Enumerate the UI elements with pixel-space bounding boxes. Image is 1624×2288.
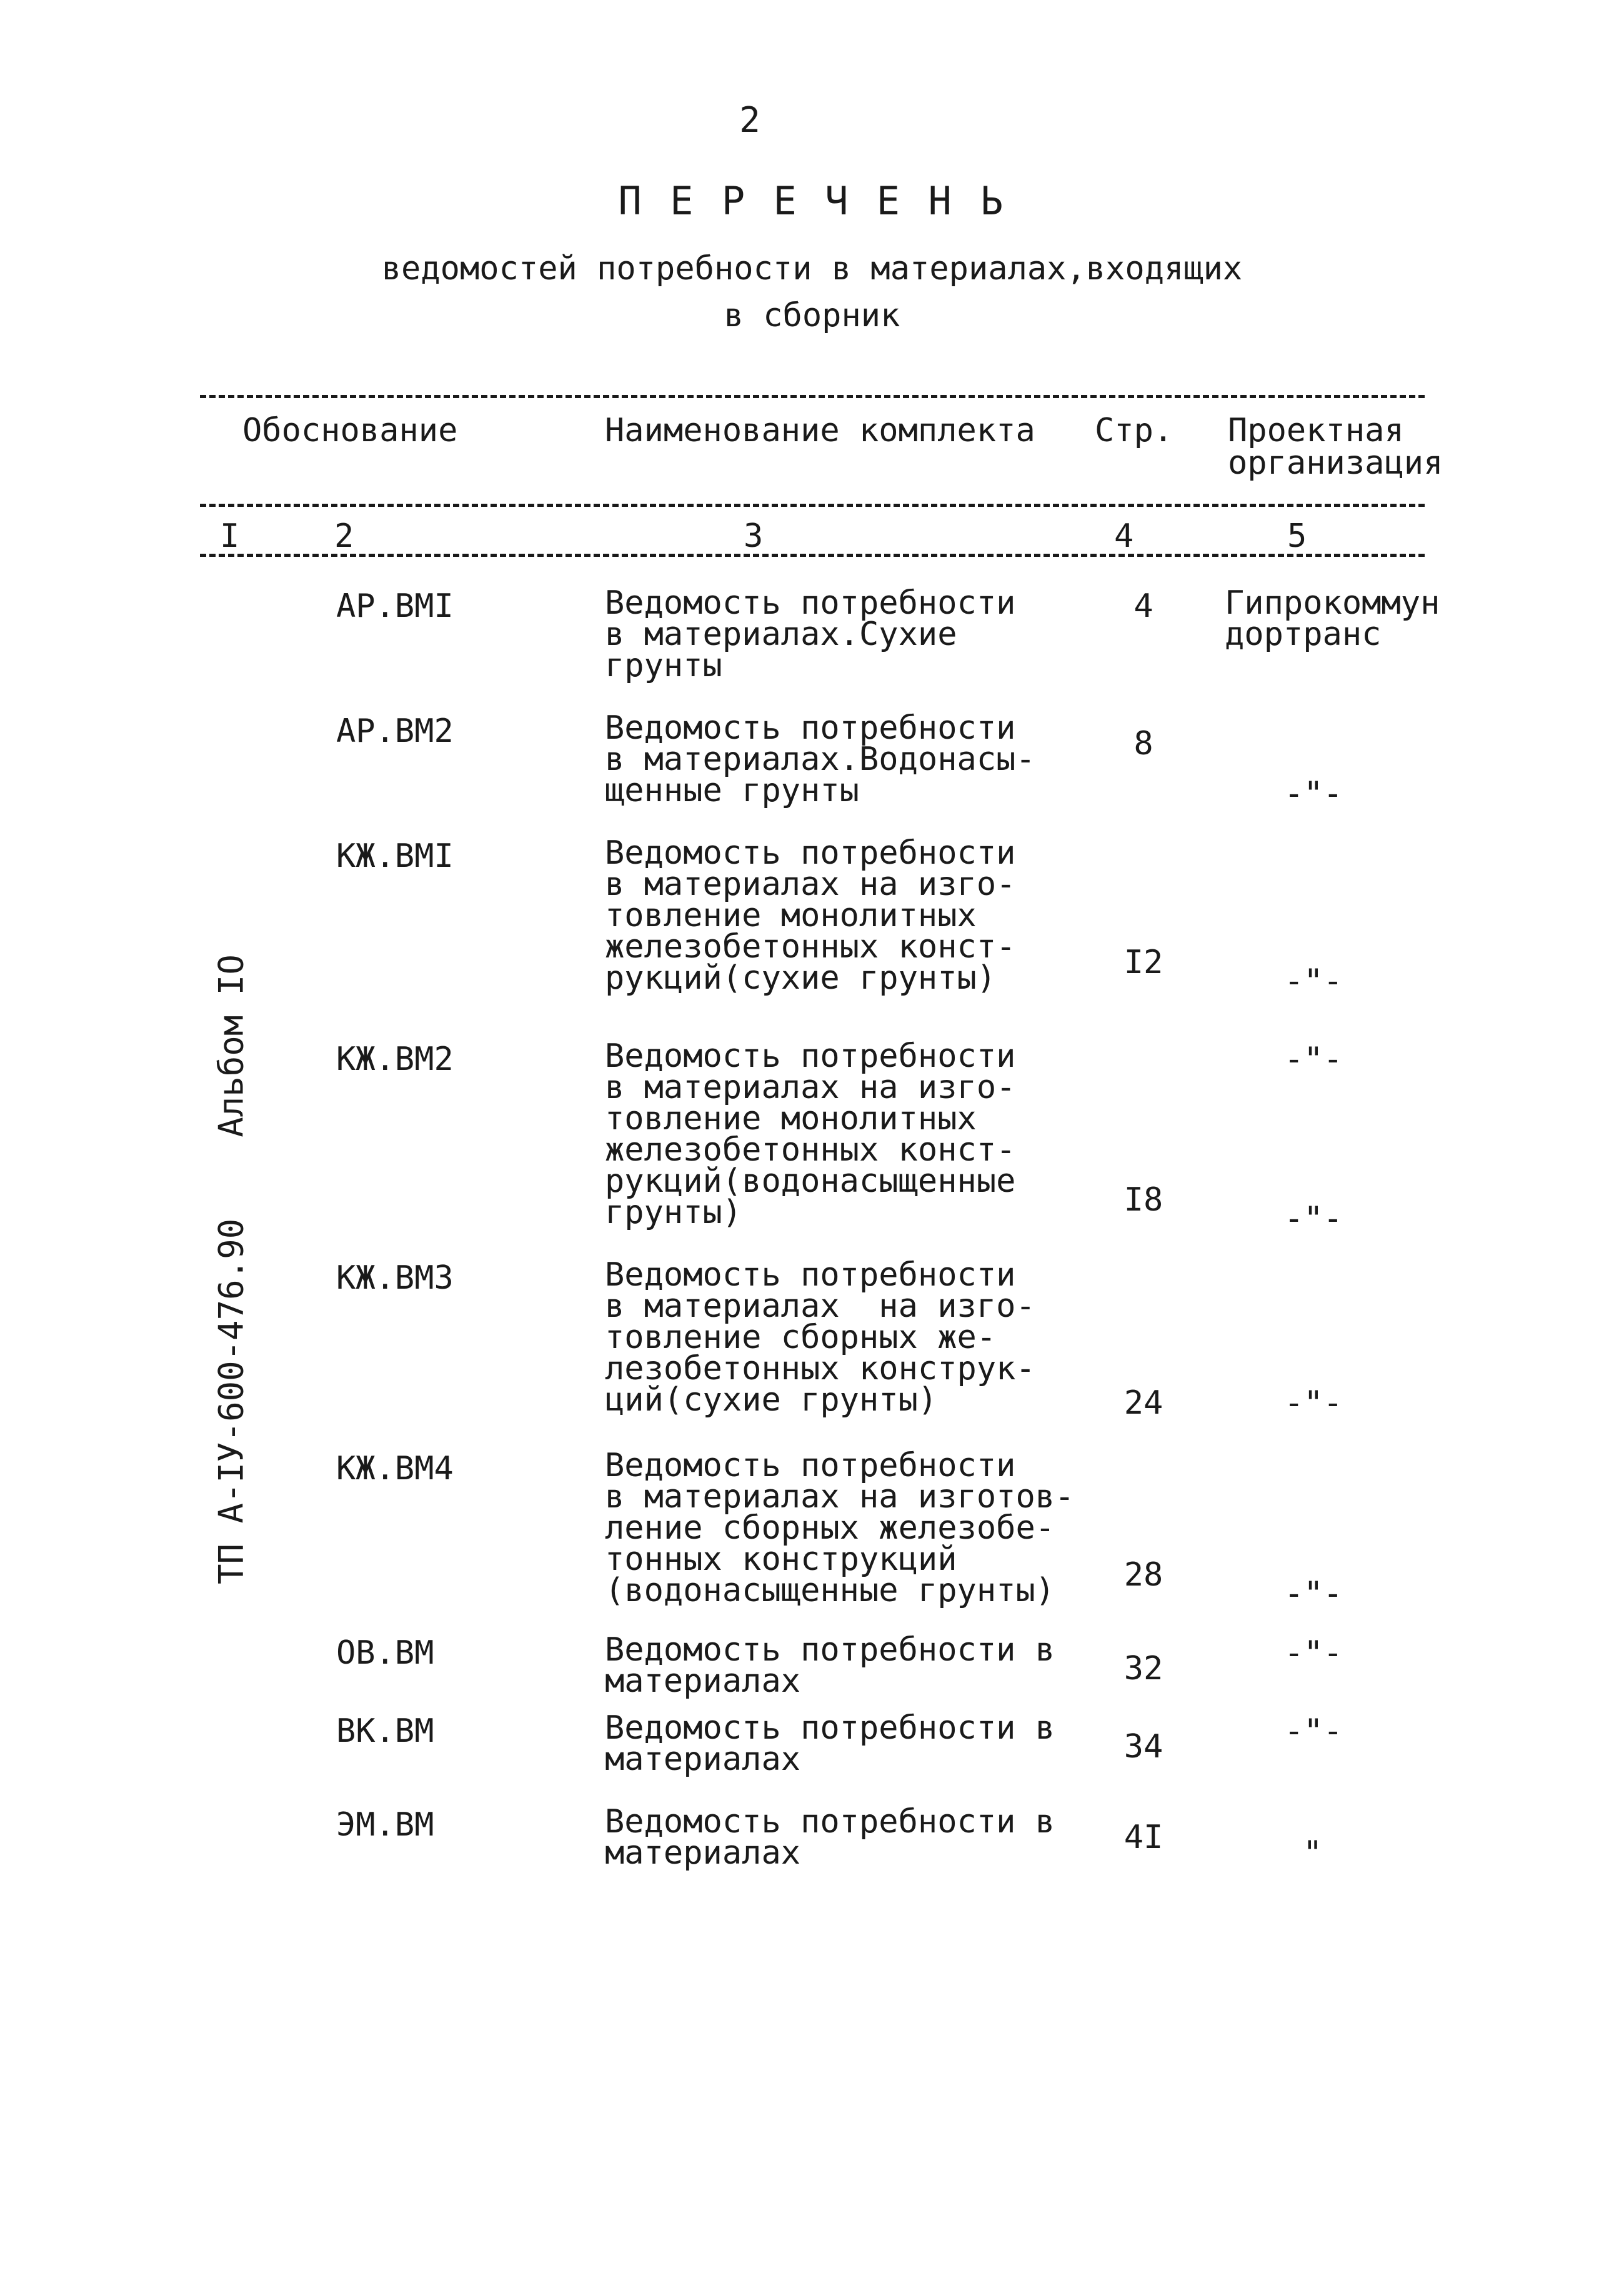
row-code: КЖ.ВМ2	[336, 1041, 454, 1078]
header-name: Наименование комплекта	[605, 412, 1035, 449]
row-code: ВК.ВМ	[336, 1712, 434, 1750]
column-number-4: 4	[1114, 517, 1134, 555]
document-title: П Е Р Е Ч Е Н Ь	[618, 178, 1006, 224]
row-page: I8	[1123, 1181, 1163, 1219]
row-page: 32	[1123, 1650, 1163, 1687]
header-org-line2: организация	[1228, 444, 1443, 482]
table-top-rule	[200, 395, 1425, 398]
row-page: 28	[1123, 1556, 1163, 1594]
row-name: Ведомость потребности в материалах	[605, 1709, 1055, 1778]
header-page: Стр.	[1095, 412, 1173, 449]
last-row-clip	[0, 1806, 1624, 1875]
column-number-1: I	[220, 517, 240, 555]
row-page: 4	[1133, 587, 1153, 625]
row-name: Ведомость потребности в материалах.Водонасы- щенные грунты	[605, 709, 1035, 809]
row-org-ditto: -"-	[1284, 1575, 1343, 1612]
row-org-ditto: -"-	[1284, 1200, 1343, 1237]
row-org-ditto: -"-	[1284, 962, 1343, 1000]
row-name: Ведомость потребности в материалах на изго- товление монолитных железобетонных конст- рукций(сухие грунты)	[605, 834, 1016, 997]
row-code: АР.ВМI	[336, 587, 454, 625]
row-page: 24	[1123, 1384, 1163, 1422]
document-subtitle-line2: в сборник	[724, 297, 900, 334]
row-page: 34	[1123, 1728, 1163, 1766]
row-org-ditto: -"-	[1284, 1041, 1343, 1078]
column-number-5: 5	[1287, 517, 1307, 555]
row-code: КЖ.ВМ4	[336, 1450, 454, 1487]
row-name: Ведомость потребности в материалах.Сухие грунты	[605, 584, 1016, 684]
header-org-line1: Проектная	[1228, 412, 1404, 449]
row-code: КЖ.ВМI	[336, 837, 454, 875]
document-subtitle-line1: ведомостей потребности в материалах,входящих	[381, 250, 1243, 287]
row-org-ditto: -"-	[1284, 1384, 1343, 1422]
row-name: Ведомость потребности в материалах на изго- товление монолитных железобетонных конст- рукций(водонасыщенные грунты)	[605, 1037, 1016, 1231]
row-org-ditto: -"-	[1284, 1634, 1343, 1672]
row-code: КЖ.ВМ3	[336, 1259, 454, 1297]
column-number-3: 3	[744, 517, 764, 555]
row-page: 4I	[1123, 1819, 1163, 1856]
row-org-ditto: -"-	[1284, 775, 1343, 812]
column-number-2: 2	[334, 517, 354, 555]
row-org: Гипрокоммун дортранс	[1225, 584, 1440, 653]
side-stamp: ТП А-IУ-600-476.90 Альбом IO	[211, 954, 251, 1584]
row-name: Ведомость потребности в материалах на изго- товление сборных же- лезобетонных конструк- ций(сухие грунты)	[605, 1256, 1035, 1419]
column-numbers-rule	[200, 554, 1425, 557]
row-code: АР.ВМ2	[336, 712, 454, 750]
header-bottom-rule	[200, 504, 1425, 507]
row-org-ditto: "	[1303, 1834, 1323, 1872]
row-org-ditto: -"-	[1284, 1712, 1343, 1750]
header-basis: Обоснование	[242, 412, 458, 449]
row-page: 8	[1133, 725, 1153, 762]
page-number: 2	[739, 100, 760, 141]
row-name: Ведомость потребности в материалах	[605, 1806, 1055, 1872]
row-page: I2	[1123, 944, 1163, 981]
row-name: Ведомость потребности в материалах на изготов- ление сборных железобе- тонных конструкций (водонасыщенные грунты)	[605, 1447, 1075, 1609]
row-code: ОВ.ВМ	[336, 1634, 434, 1672]
row-code: ЭМ.ВМ	[336, 1806, 434, 1844]
row-name: Ведомость потребности в материалах	[605, 1631, 1055, 1700]
